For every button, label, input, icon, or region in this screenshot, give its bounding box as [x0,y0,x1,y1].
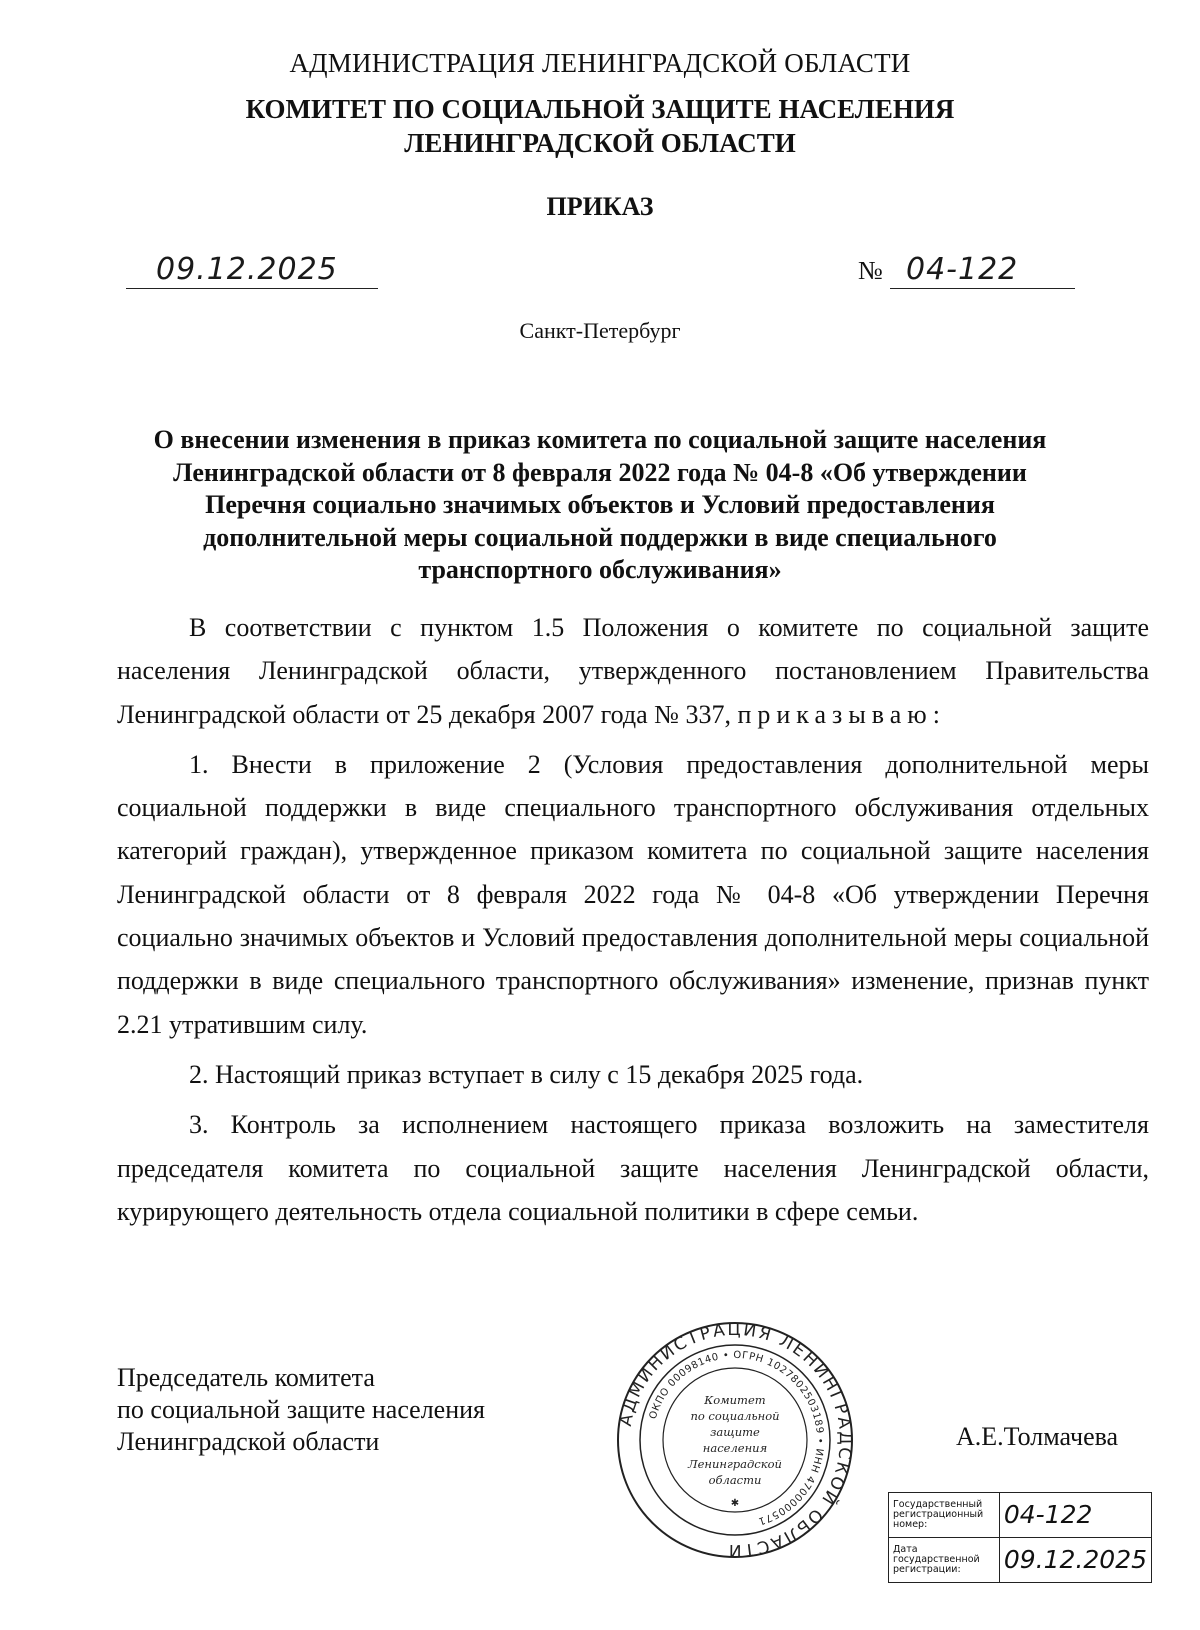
document-type-title: ПРИКАЗ [546,192,654,221]
signatory-name: А.Е.Толмачева [956,1422,1119,1451]
subject-line: О внесении изменения в приказ комитета по социальной защите населения [153,425,1047,454]
administration-header: АДМИНИСТРАЦИЯ ЛЕНИНГРАДСКОЙ ОБЛАСТИ [289,48,911,78]
reg-date-label: Дата государственной регистрации: [889,1538,1000,1583]
signatory-title [117,1362,485,1458]
reg-number-label: Государственный регистрационный номер: [889,1493,1000,1538]
order-body [117,606,1149,1240]
preamble-text: В соответствии с пунктом 1.5 Положения о комитете по социальной защите населения Ленинградской области, утвержденного постановлением Правительства Ленинградской области от 25 декабря 2007 года № 337, [117,613,1149,729]
order-date-handwritten: 09.12.2025 [156,252,338,287]
item-3-paragraph: 3. Контроль за исполнением настоящего приказа возложить на заместителя председателя комитета по социальной защите населения Ленинградской области, курирующего деятельность отдела социальной политики в сфере семьи. [117,1110,1149,1226]
subject-line: дополнительной меры социальной поддержки в виде специального [203,522,997,552]
stamp-outer-text: АДМИНИСТРАЦИЯ ЛЕНИНГРАДСКОЙ ОБЛАСТИ [615,1320,855,1560]
stamp-center-line: населения [702,1441,768,1455]
registration-box [888,1492,1152,1583]
order-number-field [890,250,1075,289]
reg-number-row [889,1493,1152,1538]
stamp-center-line: Комитет [704,1393,766,1407]
signatory-title-line: Ленинградской области [117,1427,380,1456]
subject-line: Ленинградской области от 8 февраля 2022 года № 04-8 «Об утверждении [173,457,1027,487]
stamp-center-line: защите [710,1425,760,1439]
official-seal-stamp [615,1320,855,1560]
item-1-paragraph: 1. Внести в приложение 2 (Условия предоставления дополнительной меры социальной поддержки в виде специального транспортного обслуживания отдельных категорий граждан), утвержденное приказом комитета по социальной защите населения Ленинградской области от 8 февраля 2022 года № 04-8 «Об утверждении Перечня социально значимых объектов и Условий предоставления дополнительной меры социальной поддержки в виде специального транспортного обслуживания» изменение, признав пункт 2.21 утратившим силу. [117,749,1149,1039]
order-date-field [126,250,378,289]
reg-date-row [889,1538,1152,1583]
reg-date-handwritten: 09.12.2025 [1003,1545,1147,1574]
signatory-title-line: по социальной защите населения [117,1395,486,1424]
stamp-center-line: по социальной [690,1409,780,1423]
city-line: Санкт-Петербург [519,318,681,343]
reg-number-cell [999,1493,1151,1538]
svg-text:✱: ✱ [730,1498,740,1509]
order-subject [120,424,1080,587]
committee-header-line2: ЛЕНИНГРАДСКОЙ ОБЛАСТИ [404,128,796,158]
preamble-paragraph [117,606,1149,736]
order-number-handwritten: 04-122 [906,252,1019,287]
reg-date-cell [999,1538,1151,1583]
committee-header-line1: КОМИТЕТ ПО СОЦИАЛЬНОЙ ЗАЩИТЕ НАСЕЛЕНИЯ [245,94,955,124]
order-number-label: № [858,256,883,285]
order-word: приказываю: [737,699,946,729]
stamp-ring-text: ОКПО 00098140 • ОГРН 1027802503189 • ИНН 4700000571 [647,1349,826,1527]
reg-number-handwritten: 04-122 [1003,1500,1093,1529]
stamp-center-line: Ленинградской [688,1457,782,1471]
committee-header [0,92,1200,160]
signatory-title-line: Председатель комитета [117,1363,375,1392]
stamp-center-line: области [708,1473,762,1487]
subject-line: Перечня социально значимых объектов и Условий предоставления [205,490,995,519]
item-2-paragraph: 2. Настоящий приказ вступает в силу с 15 декабря 2025 года. [189,1059,864,1089]
subject-line: транспортного обслуживания» [418,555,782,584]
